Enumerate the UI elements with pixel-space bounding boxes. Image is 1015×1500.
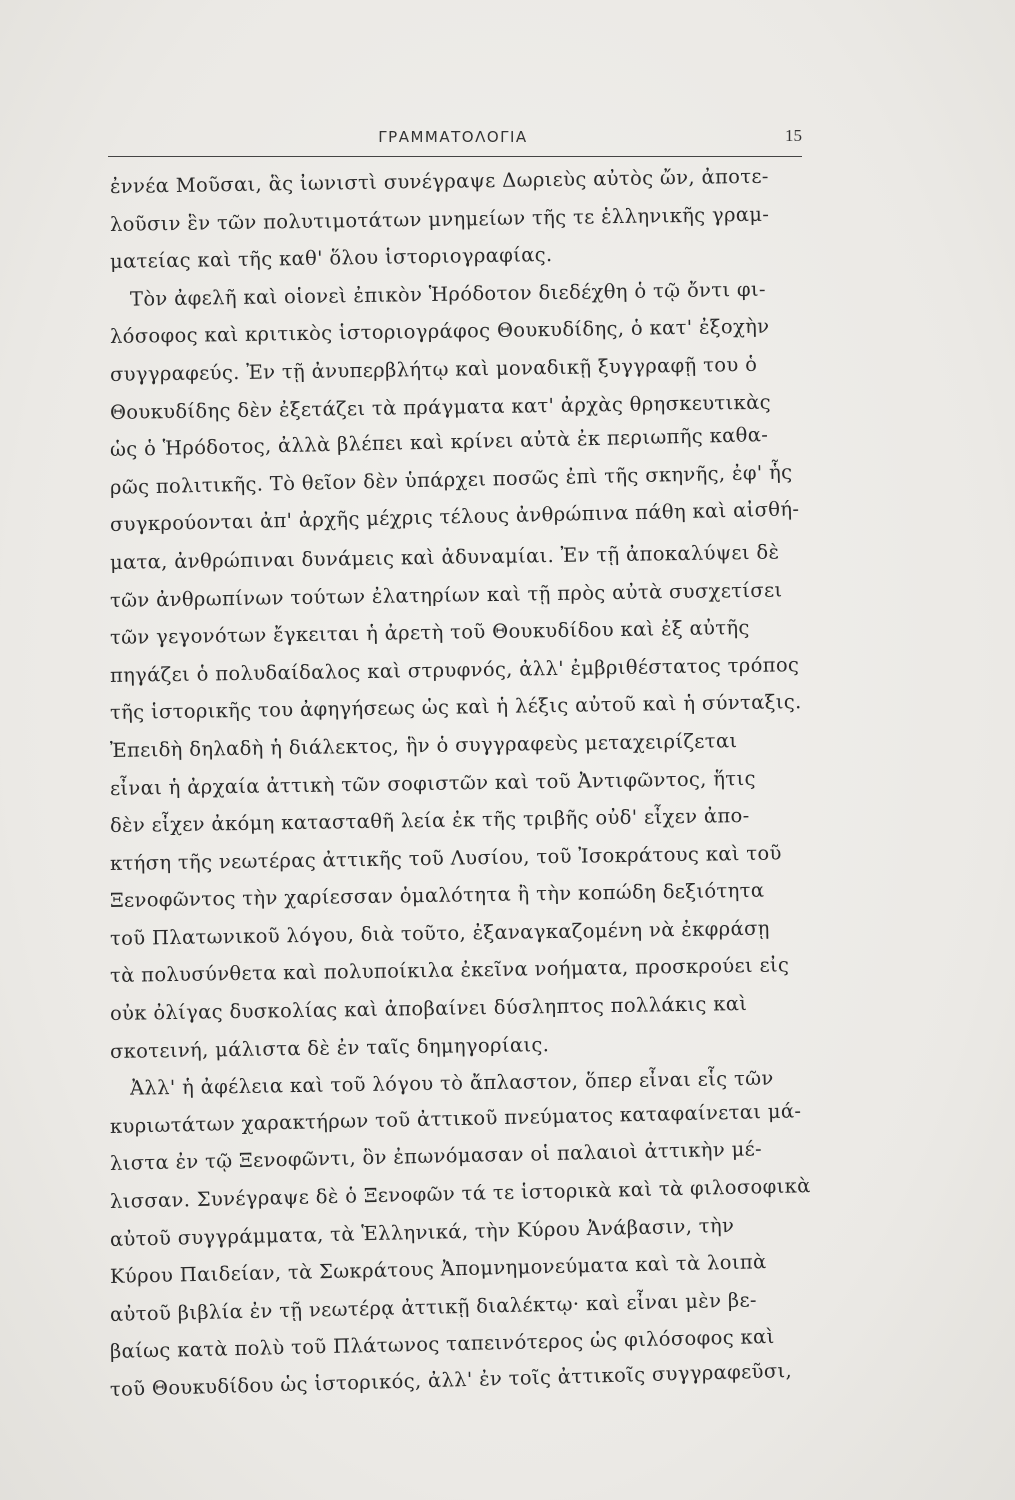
text-line: Ἐπειδὴ δηλαδὴ ἡ διάλεκτος, ἣν ὁ συγγραφεὺς μεταχειρίζεται (109, 729, 738, 762)
text-line: τοῦ Πλατωνικοῦ λόγου, διὰ τοῦτο, ἐξαναγκαζομένη νὰ ἐκφράσῃ (109, 916, 770, 950)
text-line: πηγάζει ὁ πολυδαίδαλος καὶ στρυφνός, ἀλλ' ἐμβριθέστατος τρόπος (109, 652, 800, 687)
text-line: Ἀλλ' ἡ ἀφέλεια καὶ τοῦ λόγου τὸ ἄπλαστον, ὅπερ εἶναι εἷς τῶν (129, 1066, 774, 1100)
text-line: τῶν ἀνθρωπίνων τούτων ἐλατηρίων καὶ τῇ πρὸς αὐτὰ συσχετίσει (109, 577, 783, 612)
text-line: λισσαν. Συνέγραψε δὲ ὁ Ξενοφῶν τά τε ἱστορικὰ καὶ τὰ φιλοσοφικὰ (109, 1174, 811, 1214)
text-line: Τὸν ἀφελῆ καὶ οἱονεὶ ἐπικὸν Ἡρόδοτον διεδέχθη ὁ τῷ ὄντι φι- (129, 277, 767, 311)
text-line: εἶναι ἡ ἀρχαία ἀττικὴ τῶν σοφιστῶν καὶ τοῦ Ἀντιφῶντος, ἥτις (109, 766, 756, 800)
text-line: ματα, ἀνθρώπιναι δυνάμεις καὶ ἀδυναμίαι. Ἐν τῇ ἀποκαλύψει δὲ (109, 540, 780, 574)
text-line: τῆς ἱστορικῆς του ἀφηγήσεως ὡς καὶ ἡ λέξις αὐτοῦ καὶ ἡ σύνταξις. (109, 690, 802, 725)
text-line: ρῶς πολιτικῆς. Τὸ θεῖον δὲν ὑπάρχει ποσῶς ἐπὶ τῆς σκηνῆς, ἐφ' ἧς (109, 460, 793, 499)
text-line: βαίως κατὰ πολὺ τοῦ Πλάτωνος ταπεινότερος ὡς φιλόσοφος καὶ (109, 1325, 775, 1364)
page-header (108, 124, 802, 154)
text-line: Ξενοφῶντος τὴν χαρίεσσαν ὁμαλότητα ἢ τὴν κοπώδη δεξιότητα (109, 879, 765, 913)
text-line: σκοτεινή, μάλιστα δὲ ἐν ταῖς δημηγορίαις. (109, 1032, 550, 1063)
text-line: κυριωτάτων χαρακτήρων τοῦ ἀττικοῦ πνεύματος καταφαίνεται μά- (109, 1099, 802, 1138)
text-line: Θουκυδίδης δὲν ἐξετάζει τὰ πράγματα κατ' ἀρχὰς θρησκευτικὰς (109, 390, 772, 424)
text-line: κτήση τῆς νεωτέρας ἀττικῆς τοῦ Λυσίου, τοῦ Ἰσοκράτους καὶ τοῦ (109, 841, 782, 875)
text-line: αὐτοῦ συγγράμματα, τὰ Ἑλληνικά, τὴν Κύρου Ἀνάβασιν, τὴν (109, 1213, 735, 1251)
text-line: τοῦ Θουκυδίδου ὡς ἱστορικός, ἀλλ' ἐν τοῖς ἀττικοῖς συγγραφεῦσι, (109, 1358, 793, 1401)
header-rule (108, 156, 802, 157)
text-line: λοῦσιν ἓν τῶν πολυτιμοτάτων μνημείων τῆς τε ἑλληνικῆς γραμ- (109, 202, 770, 236)
text-line: συγγραφεύς. Ἐν τῇ ἀνυπερβλήτῳ καὶ μοναδικῇ ξυγγραφῇ του ὁ (109, 352, 758, 386)
text-line: ὡς ὁ Ἡρόδοτος, ἀλλὰ βλέπει καὶ κρίνει αὐτὰ ἐκ περιωπῆς καθα- (109, 423, 769, 462)
text-line: τῶν γεγονότων ἔγκειται ἡ ἀρετὴ τοῦ Θουκυδίδου καὶ ἐξ αὐτῆς (109, 616, 750, 650)
text-line: λιστα ἐν τῷ Ξενοφῶντι, ὃν ἐπωνόμασαν οἱ παλαιοὶ ἀττικὴν μέ- (109, 1137, 763, 1176)
text-line: λόσοφος καὶ κριτικὸς ἱστοριογράφος Θουκυδίδης, ὁ κατ' ἐξοχὴν (109, 315, 770, 349)
running-title: ΓΡΑΜΜΑΤΟΛΟΓΙΑ (378, 128, 528, 146)
text-line: συγκρούονται ἀπ' ἀρχῆς μέχρις τέλους ἀνθρώπινα πάθη καὶ αἰσθή- (109, 497, 800, 537)
text-line: τὰ πολυσύνθετα καὶ πολυποίκιλα ἐκεῖνα νοήματα, προσκρούει εἰς (109, 953, 790, 988)
text-line: ματείας καὶ τῆς καθ' ὅλου ἱστοριογραφίας. (109, 243, 553, 274)
text-line: Κύρου Παιδείαν, τὰ Σωκράτους Ἀπομνημονεύματα καὶ τὰ λοιπὰ (109, 1250, 767, 1289)
text-line: οὐκ ὀλίγας δυσκολίας καὶ ἀποβαίνει δύσληπτος πολλάκις καὶ (109, 992, 748, 1026)
text-line: δὲν εἶχεν ἀκόμη κατασταθῆ λεία ἐκ τῆς τριβῆς οὐδ' εἶχεν ἀπο- (109, 804, 750, 838)
page-number: 15 (785, 126, 802, 145)
body-text (109, 164, 830, 1409)
text-line: αὐτοῦ βιβλία ἐν τῇ νεωτέρᾳ ἀττικῇ διαλέκτῳ· καὶ εἶναι μὲν βε- (109, 1288, 758, 1326)
text-line: ἐννέα Μοῦσαι, ἃς ἰωνιστὶ συνέγραψε Δωριεὺς αὐτὸς ὤν, ἀποτε- (109, 164, 769, 198)
